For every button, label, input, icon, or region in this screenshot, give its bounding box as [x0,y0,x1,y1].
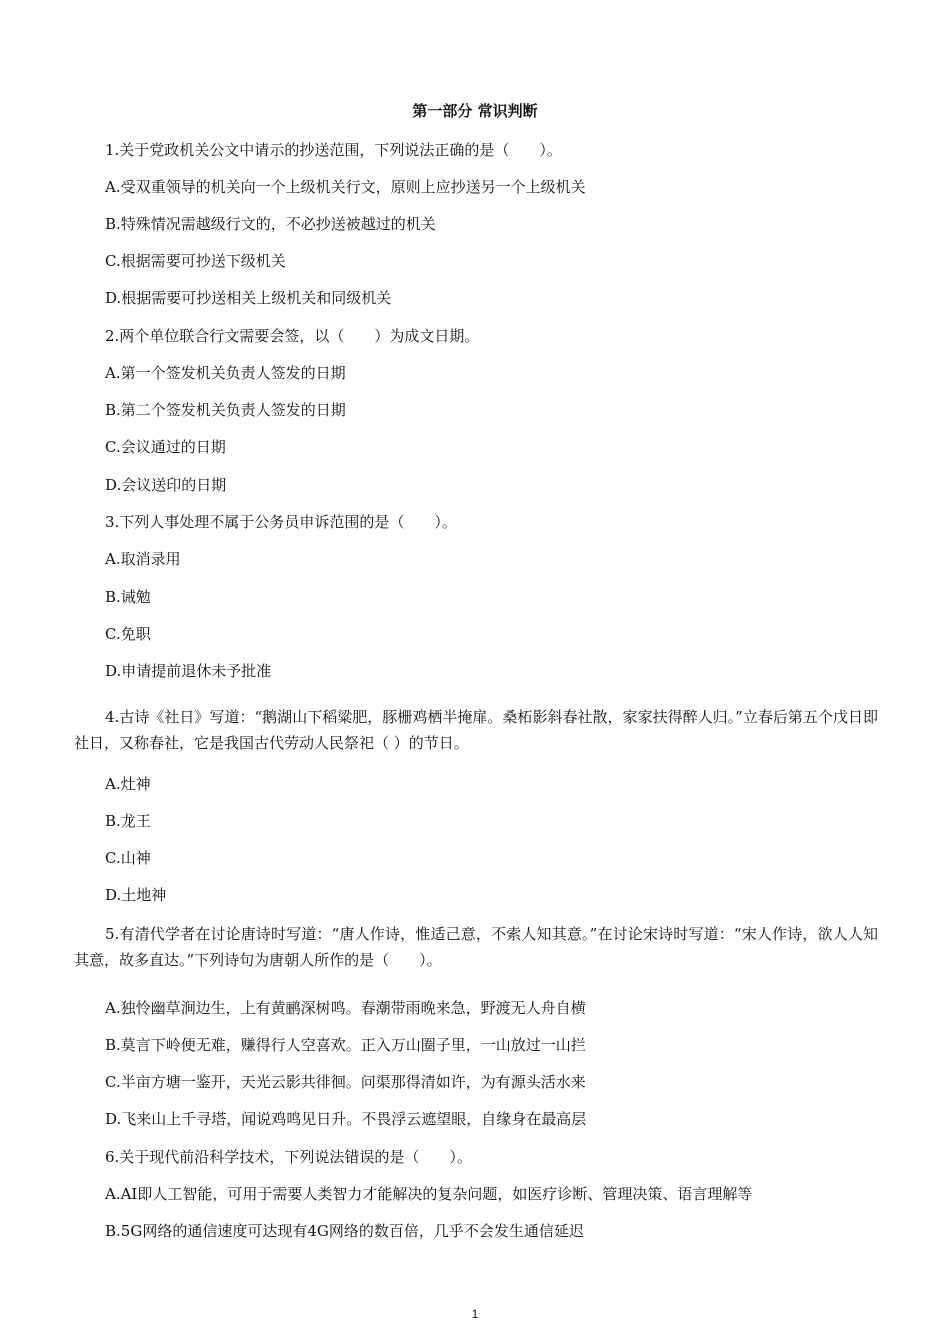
question-5-option-d: D.飞来山上千寻塔，闻说鸡鸣见日升。不畏浮云遮望眼，自缘身在最高层 [105,1110,587,1128]
page-number: 1 [471,1307,479,1321]
question-1-stem: 1.关于党政机关公文中请示的抄送范围，下列说法正确的是（ ）。 [105,141,562,159]
question-4-option-b: B.龙王 [105,812,151,830]
question-2-stem: 2.两个单位联合行文需要会签，以（ ）为成文日期。 [105,327,480,345]
question-3-stem: 3.下列人事处理不属于公务员申诉范围的是（ ）。 [105,513,457,531]
question-3-option-c: C.免职 [105,625,151,643]
question-4-option-d: D.土地神 [105,886,167,904]
question-6-stem: 6.关于现代前沿科学技术，下列说法错误的是（ ）。 [105,1148,472,1166]
question-5-option-b: B.莫言下岭便无难，赚得行人空喜欢。正入万山圈子里，一山放过一山拦 [105,1036,586,1054]
question-1-option-c: C.根据需要可抄送下级机关 [105,252,286,270]
question-2-option-b: B.第二个签发机关负责人签发的日期 [105,401,346,419]
question-4-option-a: A.灶神 [105,775,151,793]
question-1-option-a: A.受双重领导的机关向一个上级机关行文，原则上应抄送另一个上级机关 [105,178,586,196]
question-1-option-b: B.特殊情况需越级行文的，不必抄送被越过的机关 [105,215,436,233]
question-3-option-b: B.诫勉 [105,588,151,606]
question-1-option-d: D.根据需要可抄送相关上级机关和同级机关 [105,289,392,307]
section-title: 第一部分 常识判断 [412,102,538,120]
question-3-option-a: A.取消录用 [105,550,181,568]
question-2-option-c: C.会议通过的日期 [105,438,226,456]
question-4-option-c: C.山神 [105,849,151,867]
question-3-option-d: D.申请提前退休未予批准 [105,662,272,680]
question-2-option-d: D.会议送印的日期 [105,476,227,494]
question-5-option-c: C.半亩方塘一鉴开，天光云影共徘徊。问渠那得清如许，为有源头活水来 [105,1073,586,1091]
question-6-option-b: B.5G网络的通信速度可达现有4G网络的数百倍，几乎不会发生通信延迟 [105,1222,584,1240]
question-4-stem: 4.古诗《社日》写道：“鹅湖山下稻粱肥，豚栅鸡栖半掩扉。桑柘影斜春社散，家家扶得醉人归。”立春后第五个戊日即社日，又称春社，它是我国古代劳动人民祭祀（ ）的节日。 [74,708,878,752]
question-5-stem: 5.有清代学者在讨论唐诗时写道：“唐人作诗，惟适己意，不索人知其意。”在讨论宋诗时写道：“宋人作诗，欲人人知其意，故多直达。”下列诗句为唐朝人所作的是（ ）。 [74,925,878,969]
question-2-option-a: A.第一个签发机关负责人签发的日期 [105,364,346,382]
question-6-option-a: A.AI即人工智能，可用于需要人类智力才能解决的复杂问题，如医疗诊断、管理决策、语言理解等 [105,1185,753,1203]
question-5-option-a: A.独怜幽草涧边生，上有黄鹂深树鸣。春潮带雨晚来急，野渡无人舟自横 [105,999,586,1017]
